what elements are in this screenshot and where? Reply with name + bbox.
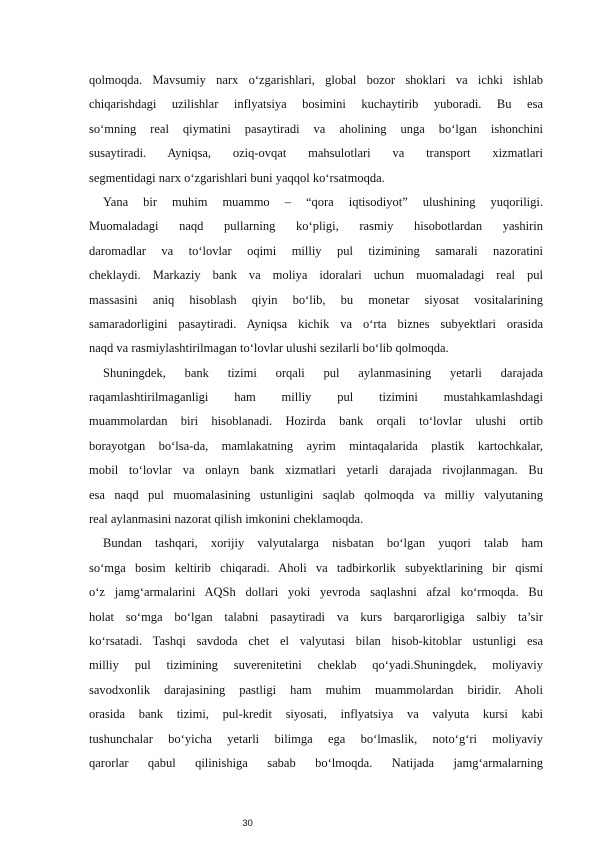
text-line: mobil to‘lovlar va onlayn bank xizmatlari yetarli darajada rivojlanmagan. Bu	[89, 463, 543, 478]
text-line: qarorlar qabul qilinishiga sabab bo‘lmoqda. Natijada jamg‘armalarning	[89, 755, 543, 770]
paragraph-1	[89, 68, 543, 190]
text-line: milliy pul tizimining suverenitetini cheklab qo‘yadi.Shuningdek, moliyaviy	[89, 658, 543, 673]
text-line: ko‘rsatadi. Tashqi savdoda chet el valyutasi bilan hisob-kitoblar ustunligi esa	[89, 633, 543, 648]
text-line: qolmoqda. Mavsumiy narx o‘zgarishlari, global bozor shoklari va ichki ishlab	[89, 73, 543, 87]
text-line: daromadlar va to‘lovlar oqimi milliy pul tizimining samarali nazoratini	[89, 243, 543, 258]
text-line: Muomaladagi naqd pullarning ko‘pligi, rasmiy hisobotlardan yashirin	[89, 219, 543, 234]
text-line: so‘mning real qiymatini pasaytiradi va aholining unga bo‘lgan ishonchini	[89, 121, 543, 136]
page-number-label: 30	[242, 818, 253, 829]
text-line: borayotgan bo‘lsa-da, mamlakatning ayrim mintaqalarida plastik kartochkalar,	[89, 438, 543, 453]
text-line: susaytiradi. Ayniqsa, oziq-ovqat mahsulotlari va transport xizmatlari	[89, 146, 543, 161]
text-line: orasida bank tizimi, pul-kredit siyosati, inflyatsiya va valyuta kursi kabi	[89, 707, 543, 722]
text-line: raqamlashtirilmaganligi ham milliy pul tizimini mustahkamlashdagi	[89, 390, 543, 405]
text-line: Shuningdek, bank tizimi orqali pul aylanmasining yetarli darajada	[103, 365, 543, 380]
text-line: esa naqd pul muomalasining ustunligini saqlab qolmoqda va milliy valyutaning	[89, 487, 543, 502]
text-line: so‘mga bosim keltirib chiqaradi. Aholi va tadbirkorlik subyektlarining bir qismi	[89, 560, 543, 575]
text-line: naqd va rasmiylashtirilmagan to‘lovlar ulushi sezilarli bo‘lib qolmoqda.	[89, 341, 449, 356]
text-line: real aylanmasini nazorat qilish imkonini cheklamoqda.	[89, 512, 364, 527]
page-number	[0, 818, 595, 829]
text-line: cheklaydi. Markaziy bank va moliya idoralari uchun muomaladagi real pul	[89, 268, 543, 283]
text-line: segmentidagi narx o‘zgarishlari buni yaqqol ko‘rsatmoqda.	[89, 170, 385, 185]
paragraph-2	[89, 190, 543, 361]
text-line: chiqarishdagi uzilishlar inflyatsiya bosimini kuchaytirib yuboradi. Bu esa	[89, 97, 543, 112]
text-line: massasini aniq hisoblash qiyin bo‘lib, bu monetar siyosat vositalarining	[89, 292, 543, 307]
text-line: o‘z jamg‘armalarini AQSh dollari yoki yevroda saqlashni afzal ko‘rmoqda. Bu	[89, 585, 543, 600]
text-line: Yana bir muhim muammo – “qora iqtisodiyot” ulushining yuqoriligi.	[103, 194, 543, 209]
paragraph-3	[89, 361, 543, 532]
text-line: savodxonlik darajasining pastligi ham muhim muammolardan biridir. Aholi	[89, 682, 543, 697]
text-line: Bundan tashqari, xorijiy valyutalarga nisbatan bo‘lgan yuqori talab ham	[103, 536, 543, 551]
text-line: holat so‘mga bo‘lgan talabni pasaytiradi va kurs barqarorligiga salbiy ta’sir	[89, 609, 543, 624]
paragraph-4	[89, 531, 543, 775]
text-line: muammolardan biri hisoblanadi. Hozirda bank orqali to‘lovlar ulushi ortib	[89, 414, 543, 429]
document-body	[89, 68, 543, 775]
text-line: tushunchalar bo‘yicha yetarli bilimga ega bo‘lmaslik, noto‘g‘ri moliyaviy	[89, 731, 543, 746]
text-line: samaradorligini pasaytiradi. Ayniqsa kichik va o‘rta biznes subyektlari orasida	[89, 316, 543, 331]
